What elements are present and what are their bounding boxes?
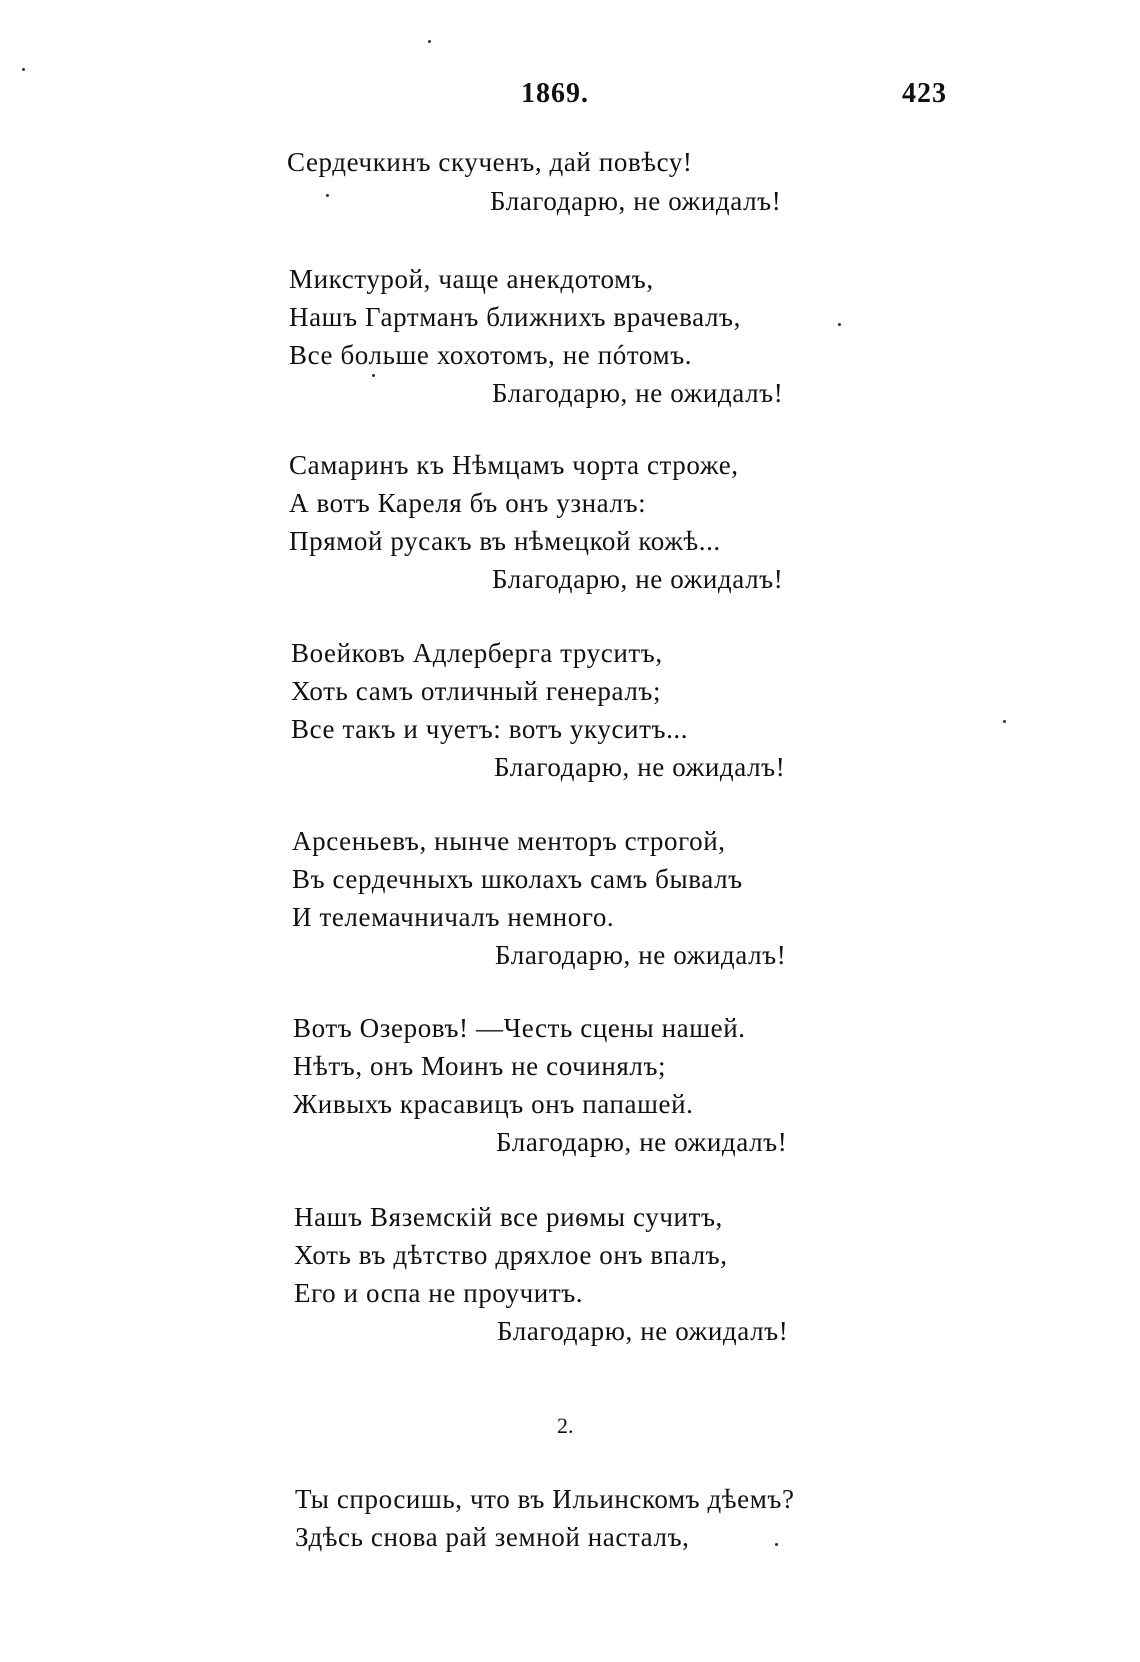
poem-line: Живыхъ красавицъ онъ папашей.	[293, 1089, 694, 1119]
poem-refrain: Благодарю, не ожидалъ!	[494, 752, 786, 782]
poem-refrain: Благодарю, не ожидалъ!	[496, 1127, 788, 1157]
section-number: 2.	[557, 1413, 574, 1438]
poem-refrain: Благодарю, не ожидалъ!	[495, 940, 787, 970]
poem-line: Все больше хохотомъ, не пóтомъ.	[289, 340, 693, 370]
scan-speck	[1003, 720, 1006, 723]
page-header-year: 1869.	[521, 78, 589, 109]
poem-line: Нашъ Гартманъ ближнихъ врачевалъ,	[289, 302, 741, 332]
poem-line: Нашъ Вяземскій все риѳмы сучитъ,	[294, 1202, 723, 1232]
poem-line: Вотъ Озеровъ! —Честь сцены нашей.	[293, 1013, 746, 1043]
poem-line: И телемачничалъ немного.	[292, 902, 615, 932]
poem-line: Сердечкинъ скученъ, дай повѣсу!	[287, 147, 693, 177]
scan-speck	[22, 68, 25, 71]
poem-line: Арсеньевъ, нынче менторъ строгой,	[292, 826, 726, 856]
poem-refrain: Благодарю, не ожидалъ!	[490, 186, 782, 216]
poem-line: Здѣсь снова рай земной насталъ,	[295, 1522, 690, 1552]
scan-speck	[838, 323, 841, 326]
poem-refrain: Благодарю, не ожидалъ!	[492, 564, 784, 594]
poem-line: Нѣтъ, онъ Моинъ не сочинялъ;	[293, 1051, 667, 1081]
poem-line: Хоть въ дѣтство дряхлое онъ впалъ,	[294, 1240, 728, 1270]
poem-line: Въ сердечныхъ школахъ самъ бывалъ	[292, 864, 743, 894]
page-number: 423	[902, 78, 947, 109]
poem-line: Воейковъ Адлерберга труситъ,	[291, 638, 663, 668]
scan-speck	[372, 374, 375, 377]
poem-line: Прямой русакъ въ нѣмецкой кожѣ...	[289, 526, 721, 556]
poem-line: Микстурой, чаще анекдотомъ,	[289, 264, 654, 294]
poem-line: Его и оспа не проучитъ.	[294, 1278, 584, 1308]
scan-speck	[775, 1543, 778, 1546]
scan-speck	[428, 40, 431, 43]
scan-speck	[326, 194, 329, 197]
poem-line: Самаринъ къ Нѣмцамъ чорта строже,	[289, 450, 739, 480]
poem-refrain: Благодарю, не ожидалъ!	[492, 378, 784, 408]
poem-line: А вотъ Кареля бъ онъ узналъ:	[289, 488, 647, 518]
poem-line: Хоть самъ отличный генералъ;	[291, 676, 662, 706]
poem-refrain: Благодарю, не ожидалъ!	[497, 1316, 789, 1346]
poem-line: Все такъ и чуетъ: вотъ укуситъ...	[291, 714, 689, 744]
poem-line: Ты спросишь, что въ Ильинскомъ дѣемъ?	[295, 1484, 795, 1514]
